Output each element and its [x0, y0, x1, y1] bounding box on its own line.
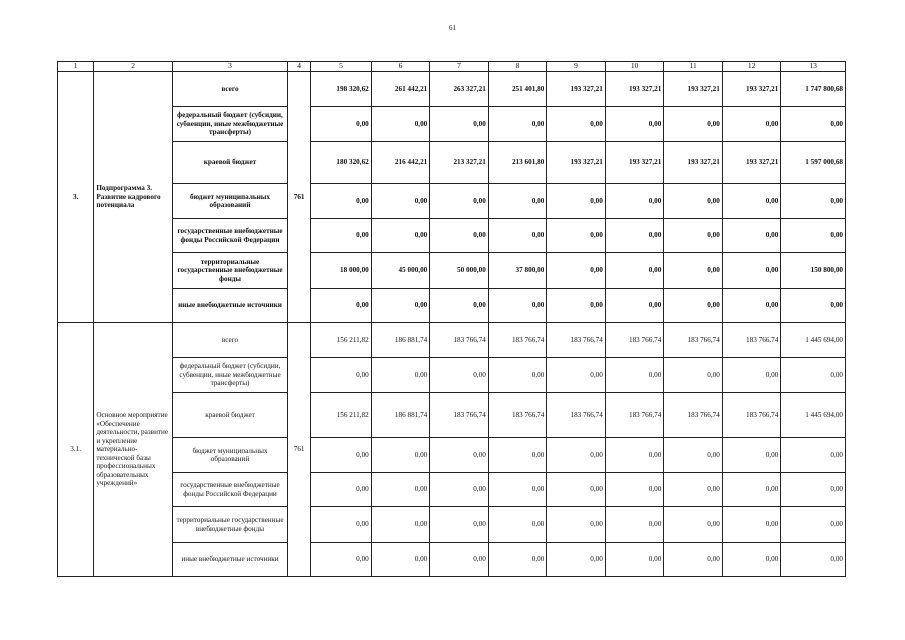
amount-cell: 183 766,74: [547, 323, 606, 358]
amount-cell: 0,00: [430, 543, 489, 577]
table-row: [58, 142, 846, 184]
funding-source: иные внебюджетные источники: [173, 289, 288, 323]
column-number: 12: [722, 62, 781, 72]
amount-cell: 0,00: [547, 507, 606, 543]
grbs-code: 761: [288, 72, 311, 323]
funding-source: федеральный бюджет (субсидии, субвенции, иные межбюджетные трансферты): [173, 358, 288, 393]
amount-cell: 0,00: [722, 507, 781, 543]
amount-cell: 0,00: [488, 543, 547, 577]
amount-cell: 0,00: [605, 543, 664, 577]
amount-cell: 0,00: [722, 358, 781, 393]
column-number: 11: [664, 62, 723, 72]
amount-cell: 0,00: [488, 289, 547, 323]
section-title: Основное мероприятие «Обеспечение деятельности, развитие и укрепление материально-технической базы профессиональных образовательных учреждений»: [94, 323, 173, 577]
amount-cell: 0,00: [605, 473, 664, 507]
amount-cell: 0,00: [430, 507, 489, 543]
amount-cell: 0,00: [311, 289, 372, 323]
column-number: 6: [371, 62, 430, 72]
amount-cell: 0,00: [311, 543, 372, 577]
amount-cell: 0,00: [781, 184, 846, 219]
page-number: 61: [449, 24, 456, 32]
amount-cell: 0,00: [311, 438, 372, 473]
amount-cell: 0,00: [547, 358, 606, 393]
amount-cell: 0,00: [488, 107, 547, 142]
funding-source: краевой бюджет: [173, 142, 288, 184]
column-number: 7: [430, 62, 489, 72]
amount-cell: 0,00: [605, 289, 664, 323]
amount-cell: 193 327,21: [547, 72, 606, 107]
amount-cell: 0,00: [311, 219, 372, 253]
amount-cell: 183 766,74: [547, 393, 606, 438]
amount-cell: 0,00: [547, 543, 606, 577]
amount-cell: 0,00: [430, 289, 489, 323]
amount-cell: 0,00: [311, 184, 372, 219]
amount-cell: 0,00: [722, 438, 781, 473]
funding-source: всего: [173, 323, 288, 358]
amount-cell: 0,00: [781, 438, 846, 473]
amount-cell: 156 211,82: [311, 393, 372, 438]
amount-cell: 183 766,74: [722, 393, 781, 438]
amount-cell: 0,00: [488, 473, 547, 507]
table-row: [58, 473, 846, 507]
amount-cell: 213 601,80: [488, 142, 547, 184]
column-number: 1: [58, 62, 94, 72]
amount-cell: 0,00: [488, 184, 547, 219]
amount-cell: 261 442,21: [371, 72, 430, 107]
amount-cell: 183 766,74: [488, 323, 547, 358]
amount-cell: 251 401,80: [488, 72, 547, 107]
amount-cell: 0,00: [430, 107, 489, 142]
amount-cell: 0,00: [430, 473, 489, 507]
section-2: [58, 323, 846, 577]
section-code: 3.1.: [58, 323, 94, 577]
amount-cell: 1 597 000,68: [781, 142, 846, 184]
amount-cell: 0,00: [430, 358, 489, 393]
amount-cell: 0,00: [488, 219, 547, 253]
grbs-code: 761: [288, 323, 311, 577]
amount-cell: 0,00: [605, 107, 664, 142]
table-row: [58, 72, 846, 107]
funding-source: территориальные государственные внебюджетные фонды: [173, 253, 288, 289]
amount-cell: 0,00: [547, 473, 606, 507]
funding-source: федеральный бюджет (субсидии, субвенции, иные межбюджетные трансферты): [173, 107, 288, 142]
amount-cell: 0,00: [664, 107, 723, 142]
table-row: [58, 253, 846, 289]
column-number: 3: [173, 62, 288, 72]
funding-source: государственные внебюджетные фонды Российской Федерации: [173, 219, 288, 253]
amount-cell: 18 000,00: [311, 253, 372, 289]
amount-cell: 0,00: [722, 543, 781, 577]
amount-cell: 0,00: [781, 473, 846, 507]
funding-source: всего: [173, 72, 288, 107]
amount-cell: 0,00: [488, 507, 547, 543]
amount-cell: 0,00: [781, 289, 846, 323]
amount-cell: 0,00: [371, 358, 430, 393]
amount-cell: 0,00: [371, 289, 430, 323]
table-row: [58, 393, 846, 438]
amount-cell: 45 000,00: [371, 253, 430, 289]
amount-cell: 0,00: [371, 473, 430, 507]
column-number: 10: [605, 62, 664, 72]
amount-cell: 0,00: [605, 358, 664, 393]
amount-cell: 0,00: [781, 219, 846, 253]
amount-cell: 183 766,74: [664, 323, 723, 358]
amount-cell: 0,00: [547, 107, 606, 142]
amount-cell: 213 327,21: [430, 142, 489, 184]
amount-cell: 0,00: [547, 438, 606, 473]
amount-cell: 0,00: [605, 219, 664, 253]
table-row: [58, 219, 846, 253]
amount-cell: 0,00: [371, 184, 430, 219]
funding-source: иные внебюджетные источники: [173, 543, 288, 577]
budget-table: [57, 61, 846, 577]
amount-cell: 1 445 694,00: [781, 323, 846, 358]
section-1: [58, 72, 846, 323]
amount-cell: 193 327,21: [664, 72, 723, 107]
amount-cell: 183 766,74: [430, 393, 489, 438]
amount-cell: 180 320,62: [311, 142, 372, 184]
amount-cell: 50 000,00: [430, 253, 489, 289]
amount-cell: 0,00: [722, 253, 781, 289]
amount-cell: 0,00: [311, 507, 372, 543]
funding-source: бюджет муниципальных образований: [173, 438, 288, 473]
funding-source: территориальные государственные внебюджетные фонды: [173, 507, 288, 543]
amount-cell: 0,00: [371, 543, 430, 577]
amount-cell: 0,00: [664, 473, 723, 507]
table-row: [58, 358, 846, 393]
column-number: 13: [781, 62, 846, 72]
funding-source: краевой бюджет: [173, 393, 288, 438]
amount-cell: 156 211,82: [311, 323, 372, 358]
amount-cell: 186 881,74: [371, 323, 430, 358]
amount-cell: 0,00: [547, 184, 606, 219]
amount-cell: 0,00: [664, 289, 723, 323]
column-number: 9: [547, 62, 606, 72]
amount-cell: 0,00: [311, 358, 372, 393]
column-number: 4: [288, 62, 311, 72]
table-row: [58, 323, 846, 358]
amount-cell: 0,00: [722, 184, 781, 219]
section-title: Подпрограмма 3. Развитие кадрового потенциала: [94, 72, 173, 323]
funding-source: государственные внебюджетные фонды Российской Федерации: [173, 473, 288, 507]
column-number: 8: [488, 62, 547, 72]
amount-cell: 150 800,00: [781, 253, 846, 289]
section-code: 3.: [58, 72, 94, 323]
amount-cell: 193 327,21: [605, 142, 664, 184]
amount-cell: 0,00: [664, 543, 723, 577]
amount-cell: 0,00: [722, 289, 781, 323]
amount-cell: 0,00: [664, 358, 723, 393]
amount-cell: 193 327,21: [664, 142, 723, 184]
amount-cell: 0,00: [371, 219, 430, 253]
table-row: [58, 438, 846, 473]
table-row: [58, 289, 846, 323]
amount-cell: 183 766,74: [605, 323, 664, 358]
amount-cell: 183 766,74: [488, 393, 547, 438]
amount-cell: 198 320,62: [311, 72, 372, 107]
amount-cell: 0,00: [781, 543, 846, 577]
amount-cell: 0,00: [781, 107, 846, 142]
amount-cell: 216 442,21: [371, 142, 430, 184]
amount-cell: 0,00: [371, 107, 430, 142]
amount-cell: 183 766,74: [605, 393, 664, 438]
amount-cell: 0,00: [547, 289, 606, 323]
column-number: 2: [94, 62, 173, 72]
amount-cell: 0,00: [488, 438, 547, 473]
amount-cell: 0,00: [605, 438, 664, 473]
amount-cell: 0,00: [722, 219, 781, 253]
amount-cell: 0,00: [430, 184, 489, 219]
amount-cell: 0,00: [664, 438, 723, 473]
amount-cell: 0,00: [781, 507, 846, 543]
amount-cell: 193 327,21: [722, 142, 781, 184]
amount-cell: 183 766,74: [664, 393, 723, 438]
amount-cell: 1 747 800,68: [781, 72, 846, 107]
amount-cell: 0,00: [605, 507, 664, 543]
amount-cell: 0,00: [664, 184, 723, 219]
amount-cell: 0,00: [430, 438, 489, 473]
amount-cell: 0,00: [488, 358, 547, 393]
amount-cell: 0,00: [371, 438, 430, 473]
amount-cell: 0,00: [605, 184, 664, 219]
table-row: [58, 507, 846, 543]
amount-cell: 0,00: [664, 219, 723, 253]
funding-source: бюджет муниципальных образований: [173, 184, 288, 219]
amount-cell: 0,00: [605, 253, 664, 289]
amount-cell: 0,00: [664, 507, 723, 543]
amount-cell: 0,00: [371, 507, 430, 543]
amount-cell: 263 327,21: [430, 72, 489, 107]
amount-cell: 183 766,74: [430, 323, 489, 358]
amount-cell: 193 327,21: [605, 72, 664, 107]
table-row: [58, 543, 846, 577]
amount-cell: 0,00: [311, 473, 372, 507]
amount-cell: 193 327,21: [547, 142, 606, 184]
amount-cell: 1 445 694,00: [781, 393, 846, 438]
amount-cell: 0,00: [430, 219, 489, 253]
amount-cell: 0,00: [722, 473, 781, 507]
amount-cell: 193 327,21: [722, 72, 781, 107]
column-number-row: [58, 62, 846, 72]
amount-cell: 0,00: [311, 107, 372, 142]
amount-cell: 0,00: [547, 253, 606, 289]
amount-cell: 183 766,74: [722, 323, 781, 358]
amount-cell: 186 881,74: [371, 393, 430, 438]
amount-cell: 0,00: [722, 107, 781, 142]
amount-cell: 0,00: [781, 358, 846, 393]
amount-cell: 0,00: [547, 219, 606, 253]
table-row: [58, 107, 846, 142]
column-number: 5: [311, 62, 372, 72]
amount-cell: 0,00: [664, 253, 723, 289]
amount-cell: 37 800,00: [488, 253, 547, 289]
table-row: [58, 184, 846, 219]
